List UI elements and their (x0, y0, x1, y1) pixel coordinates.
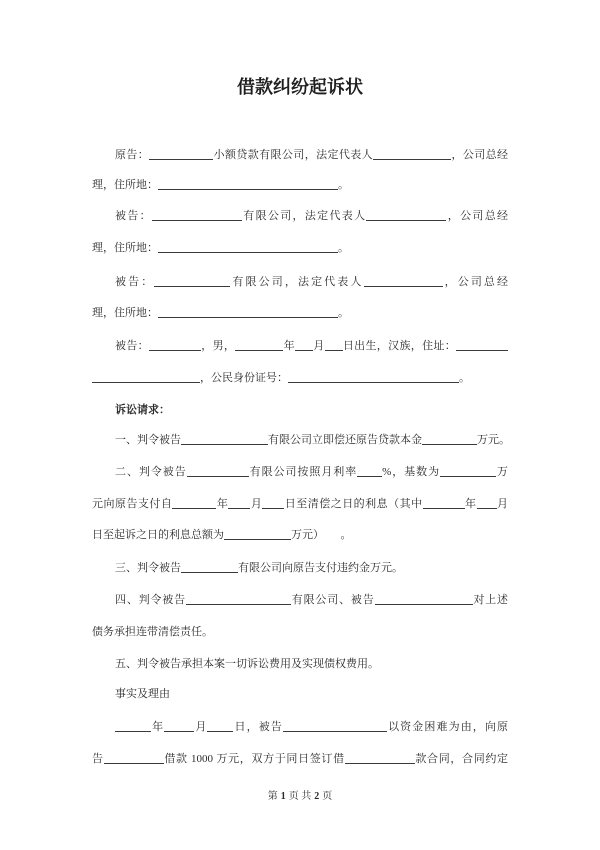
claim-3-prefix: 三、判令被告 (115, 562, 181, 574)
facts-line-1 (115, 719, 508, 735)
plaintiff-address-end: 。 (338, 179, 349, 191)
claim-2-line-1 (115, 464, 508, 480)
claim-2-base-blank (440, 476, 496, 477)
claim-1-line (115, 432, 508, 448)
claim-2-year-2-label: 年 (464, 498, 477, 510)
defendant-1-label: 被告： (115, 210, 152, 222)
facts-year-blank (115, 731, 151, 732)
defendant-2-name-blank (154, 286, 230, 287)
facts-month-blank (164, 731, 194, 732)
defendant-3-id-label: ，公民身份证号： (200, 372, 288, 384)
claim-5-line: 五、判令被告承担本案一切诉讼费用及实现债权费用。 (115, 658, 379, 670)
facts-contract: 款合同，合同约定 (414, 753, 509, 765)
claim-2-year-label: 年 (216, 498, 229, 510)
claim-2-line-2 (92, 496, 508, 512)
defendant-3-address-blank (456, 350, 508, 351)
claim-4-company-blank (186, 604, 291, 605)
facts-reason: 以资金困难为由，向原 (386, 721, 509, 733)
claim-2-month-label: 月 (250, 498, 263, 510)
claim-1-unit: 万元。 (477, 434, 510, 446)
defendant-2-address-blank (158, 317, 338, 318)
defendant-1-name-blank (152, 220, 242, 221)
facts-year-label: 年 (151, 721, 165, 733)
footer-total-pages: 2 (314, 791, 320, 802)
claim-2-prefix: 二、判令被告 (115, 466, 187, 478)
claim-2-rate-label: 有限公司按照月利率 (248, 466, 358, 478)
plaintiff-address-blank (158, 189, 338, 190)
claim-4-line-end: 对上述 (472, 594, 509, 606)
defendant-1-address-line (92, 240, 508, 256)
defendant-1-title-start: ，公司总经 (446, 210, 509, 222)
defendant-3-line (115, 338, 508, 354)
claim-2-interest-label: 日至起诉之日的利息总额为 (92, 529, 224, 541)
claim-2-start-year-blank (172, 508, 216, 509)
defendant-1-address-blank (158, 252, 338, 253)
facts-loan: 借款 1000 万元，双方于同日签订借 (163, 753, 345, 765)
defendant-2-company-type: 有限公司，法定代表人 (230, 276, 364, 288)
claims-heading: 诉讼请求： (115, 404, 170, 416)
claim-2-company-blank (187, 476, 249, 477)
plaintiff-line (115, 147, 508, 163)
defendant-3-id-blank (288, 382, 459, 383)
claim-2-rate-blank (357, 476, 382, 477)
plaintiff-title-start: ，公司总经 (451, 149, 509, 161)
defendant-3-year-label: 年 (283, 340, 295, 352)
claim-1-company-blank (181, 444, 268, 445)
facts-day-blank (207, 731, 233, 732)
defendant-3-month-label: 月 (312, 340, 325, 352)
footer-prefix: 第 (267, 791, 278, 802)
claim-2-until: 日至清偿之日的利息（其中 (284, 498, 423, 510)
facts-contract-blank (345, 763, 415, 764)
defendant-3-birth-day-blank (325, 350, 343, 351)
claim-2-start-day-blank (262, 508, 284, 509)
facts-line-2 (92, 751, 508, 767)
page-footer (0, 790, 600, 804)
plaintiff-name-blank (149, 159, 213, 160)
footer-middle: 页 共 (288, 791, 312, 802)
defendant-3-gender: ，男， (200, 340, 236, 352)
document-title: 借款纠纷起诉状 (237, 77, 363, 98)
claim-1-amount-blank (422, 444, 477, 445)
defendant-1-company-type: 有限公司，法定代表人 (241, 210, 367, 222)
claim-2-interest-unit: 万元） (291, 529, 319, 541)
defendant-3-name-blank (149, 350, 201, 351)
claim-2-year-2-blank (423, 508, 465, 509)
defendant-3-birth-month-blank (295, 350, 313, 351)
claim-2-unit-end: 元向原告支付自 (92, 498, 173, 510)
claim-2-month-2-label: 月 (496, 498, 509, 510)
claim-2-line-3 (92, 527, 508, 543)
claim-4-text: 有限公司、被告 (290, 594, 375, 606)
defendant-3-id-line (92, 370, 508, 386)
plaintiff-company-type: 小额贷款有限公司，法定代表人 (213, 149, 374, 161)
claim-4-prefix: 四、判令被告 (115, 594, 186, 606)
claim-2-month-2-blank (477, 508, 497, 509)
footer-page-number: 1 (280, 791, 286, 802)
plaintiff-representative-blank (373, 159, 451, 160)
claim-2-base-label: %，基数为 (382, 466, 441, 478)
plaintiff-address-label: 理，住所地： (92, 179, 158, 191)
claim-2-start-month-blank (228, 508, 250, 509)
plaintiff-address-line (92, 177, 508, 193)
claim-4-line-2: 债务承担连带清偿责任。 (92, 626, 213, 638)
defendant-3-address-continued-blank (92, 382, 200, 383)
defendant-3-birth-info: 日出生，汉族，住址： (342, 340, 457, 352)
defendant-2-line (115, 274, 508, 290)
facts-defendant-blank (283, 731, 387, 732)
defendant-3-birth-year-blank (235, 350, 283, 351)
defendant-2-label: 被告： (115, 276, 155, 288)
defendant-2-address-line (92, 305, 508, 321)
defendant-3-id-end: 。 (459, 372, 470, 384)
claim-3-company-blank (181, 572, 238, 573)
claim-4-defendant-blank (375, 604, 473, 605)
defendant-1-representative-blank (366, 220, 446, 221)
plaintiff-label: 原告： (115, 149, 150, 161)
claim-3-line (115, 560, 508, 576)
claim-2-unit-start: 万 (496, 466, 509, 478)
facts-month-label: 月 (194, 721, 208, 733)
footer-suffix: 页 (322, 791, 333, 802)
claim-2-interest-blank (224, 539, 291, 540)
claim-1-prefix: 一、判令被告 (115, 434, 181, 446)
defendant-2-address-end: 。 (338, 307, 349, 319)
facts-line2-start: 告 (92, 753, 104, 765)
facts-day-defendant: 日，被告 (233, 721, 283, 733)
defendant-3-label: 被告： (115, 340, 149, 352)
defendant-1-line (115, 208, 508, 224)
defendant-1-address-label: 理，住所地： (92, 242, 158, 254)
claim-1-text: 有限公司立即偿还原告贷款本金 (268, 434, 422, 446)
claim-3-text: 有限公司向原告支付违约金万元。 (238, 562, 403, 574)
defendant-2-representative-blank (364, 286, 443, 287)
claim-2-end: 。 (340, 529, 352, 541)
defendant-2-address-label: 理，住所地： (92, 307, 158, 319)
defendant-2-title-start: ，公司总经 (442, 276, 509, 288)
facts-plaintiff-blank (104, 763, 164, 764)
facts-heading: 事实及理由 (115, 688, 170, 700)
claim-4-line-1 (115, 592, 508, 608)
defendant-1-address-end: 。 (338, 242, 349, 254)
